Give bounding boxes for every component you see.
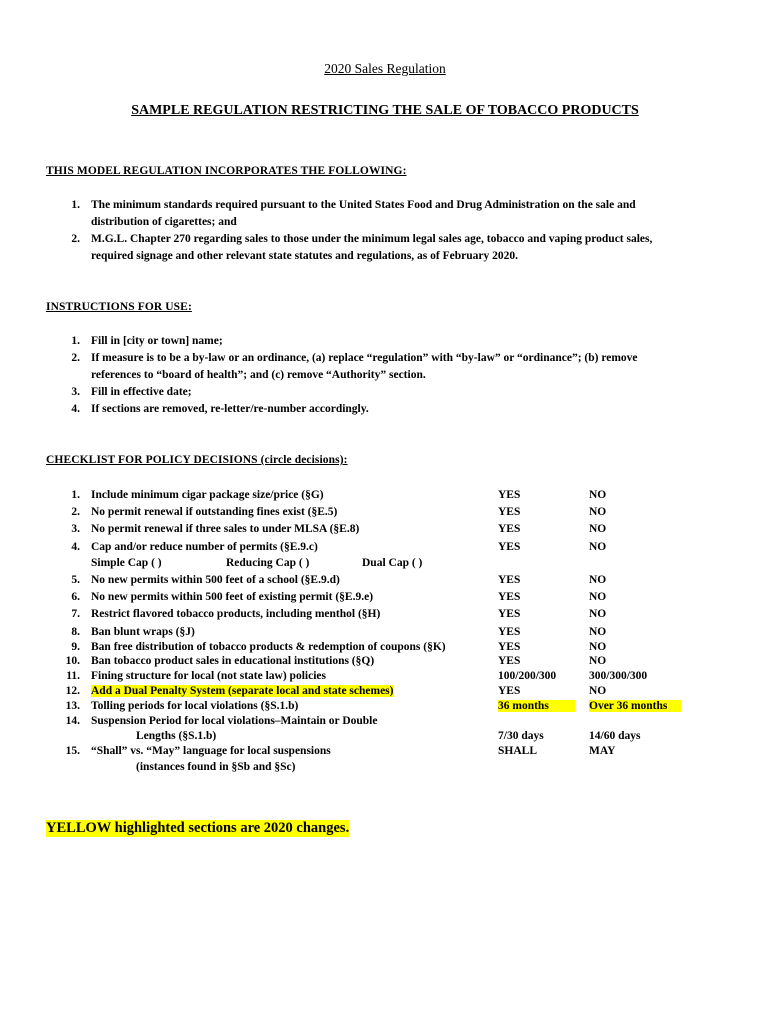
checklist-item-number: 5.	[71, 574, 80, 586]
checklist-item-number: 12.	[65, 685, 80, 697]
checklist-item-text: No permit renewal if outstanding fines exist (§E.5)	[91, 506, 338, 518]
document-subtitle: 2020 Sales Regulation	[324, 61, 446, 76]
choice-option-b-highlighted: Over 36 months	[589, 700, 681, 712]
checklist-item-number: 6.	[71, 591, 80, 603]
choice-shall: SHALL	[498, 745, 537, 757]
checklist-item-number: 11.	[66, 670, 80, 682]
list-item-number: 2.	[71, 352, 80, 364]
choice-option-a: 100/200/300	[498, 670, 557, 682]
list-item-text: Fill in [city or town] name;	[91, 335, 223, 347]
checklist-item-text: Ban tobacco product sales in educational institutions (§Q)	[91, 655, 375, 667]
choice-option-a-highlighted: 36 months	[498, 700, 575, 712]
checklist-item-text-continued: (instances found in §Sb and §Sc)	[136, 761, 296, 773]
choice-yes: YES	[498, 489, 521, 501]
checklist-item-text: Cap and/or reduce number of permits (§E.9.c)	[91, 541, 318, 553]
choice-no: NO	[589, 685, 607, 697]
choice-no: NO	[589, 626, 607, 638]
list-item-number: 3.	[71, 386, 80, 398]
choice-yes: YES	[498, 574, 521, 586]
highlight-legend-note: YELLOW highlighted sections are 2020 changes.	[46, 820, 350, 836]
choice-no: NO	[589, 591, 607, 603]
choice-yes: YES	[498, 523, 521, 535]
checklist-item-number: 1.	[71, 489, 80, 501]
choice-no: NO	[589, 574, 607, 586]
checklist-item-text: Restrict flavored tobacco products, including menthol (§H)	[91, 608, 381, 620]
checklist-item-number: 3.	[71, 523, 80, 535]
choice-option-b: 14/60 days	[589, 730, 641, 742]
list-item-text: Fill in effective date;	[91, 386, 192, 398]
reducing-cap-option: Reducing Cap ( )	[226, 557, 310, 569]
simple-cap-option: Simple Cap ( )	[91, 557, 162, 569]
checklist-item-number: 13.	[65, 700, 80, 712]
list-item-number: 4.	[71, 403, 80, 415]
choice-yes: YES	[498, 626, 521, 638]
choice-yes: YES	[498, 641, 521, 653]
checklist-item-text: “Shall” vs. “May” language for local suspensions	[91, 745, 331, 757]
choice-yes: YES	[498, 655, 521, 667]
checklist-item-number: 9.	[71, 641, 80, 653]
choice-option-b: 300/300/300	[589, 670, 648, 682]
list-item-text: references to “board of health”; and (c) remove “Authority” section.	[91, 369, 426, 381]
checklist-item-number: 2.	[71, 506, 80, 518]
checklist-item-number: 15.	[65, 745, 80, 757]
choice-no: NO	[589, 655, 607, 667]
choice-yes: YES	[498, 506, 521, 518]
checklist-item-text: No new permits within 500 feet of existing permit (§E.9.e)	[91, 591, 374, 603]
checklist-item-number: 10.	[65, 655, 80, 667]
checklist-item-text-continued: Lengths (§S.1.b)	[136, 730, 217, 742]
list-item-text: If sections are removed, re-letter/re-number accordingly.	[91, 403, 369, 415]
dual-cap-option: Dual Cap ( )	[362, 557, 423, 569]
choice-no: NO	[589, 523, 607, 535]
checklist-item-text: No new permits within 500 feet of a school (§E.9.d)	[91, 574, 340, 586]
choice-no: NO	[589, 641, 607, 653]
list-item-text: M.G.L. Chapter 270 regarding sales to those under the minimum legal sales age, tobacco and vaping product sales,	[91, 233, 653, 245]
checklist-item-text: Ban free distribution of tobacco products & redemption of coupons (§K)	[91, 641, 446, 653]
list-item-number: 1.	[71, 199, 80, 211]
choice-option-a: 7/30 days	[498, 730, 544, 742]
list-item-text: The minimum standards required pursuant to the United States Food and Drug Administration on the sale and	[91, 199, 636, 211]
incorporates-heading: THIS MODEL REGULATION INCORPORATES THE FOLLOWING:	[46, 165, 407, 177]
checklist-heading: CHECKLIST FOR POLICY DECISIONS (circle decisions):	[46, 454, 348, 466]
choice-no: NO	[589, 608, 607, 620]
choice-may: MAY	[589, 745, 616, 757]
checklist-item-number: 8.	[71, 626, 80, 638]
choice-yes: YES	[498, 591, 521, 603]
choice-no: NO	[589, 489, 607, 501]
document-title: SAMPLE REGULATION RESTRICTING THE SALE OF TOBACCO PRODUCTS	[131, 103, 639, 118]
choice-yes: YES	[498, 541, 521, 553]
choice-no: NO	[589, 541, 607, 553]
list-item-number: 1.	[71, 335, 80, 347]
list-item-text: distribution of cigarettes; and	[91, 216, 237, 228]
choice-yes: YES	[498, 685, 521, 697]
checklist-item-text: Ban blunt wraps (§J)	[91, 626, 195, 638]
choice-yes: YES	[498, 608, 521, 620]
instructions-heading: INSTRUCTIONS FOR USE:	[46, 301, 192, 313]
checklist-item-number: 7.	[71, 608, 80, 620]
list-item-number: 2.	[71, 233, 80, 245]
checklist-item-number: 14.	[65, 715, 80, 727]
list-item-text: If measure is to be a by-law or an ordinance, (a) replace “regulation” with “by-law” or “ordinance”; (b) remove	[91, 352, 638, 364]
checklist-item-text: Suspension Period for local violations–Maintain or Double	[91, 715, 378, 727]
checklist-item-number: 4.	[71, 541, 80, 553]
list-item-text: required signage and other relevant state statutes and regulations, as of February 2020.	[91, 250, 518, 262]
checklist-item-text: Include minimum cigar package size/price (§G)	[91, 489, 324, 501]
checklist-item-text: Fining structure for local (not state law) policies	[91, 670, 326, 682]
choice-no: NO	[589, 506, 607, 518]
checklist-item-text: Tolling periods for local violations (§S.1.b)	[91, 700, 299, 712]
checklist-item-text-highlighted: Add a Dual Penalty System (separate local and state schemes)	[91, 685, 394, 697]
checklist-item-text: No permit renewal if three sales to under MLSA (§E.8)	[91, 523, 360, 535]
